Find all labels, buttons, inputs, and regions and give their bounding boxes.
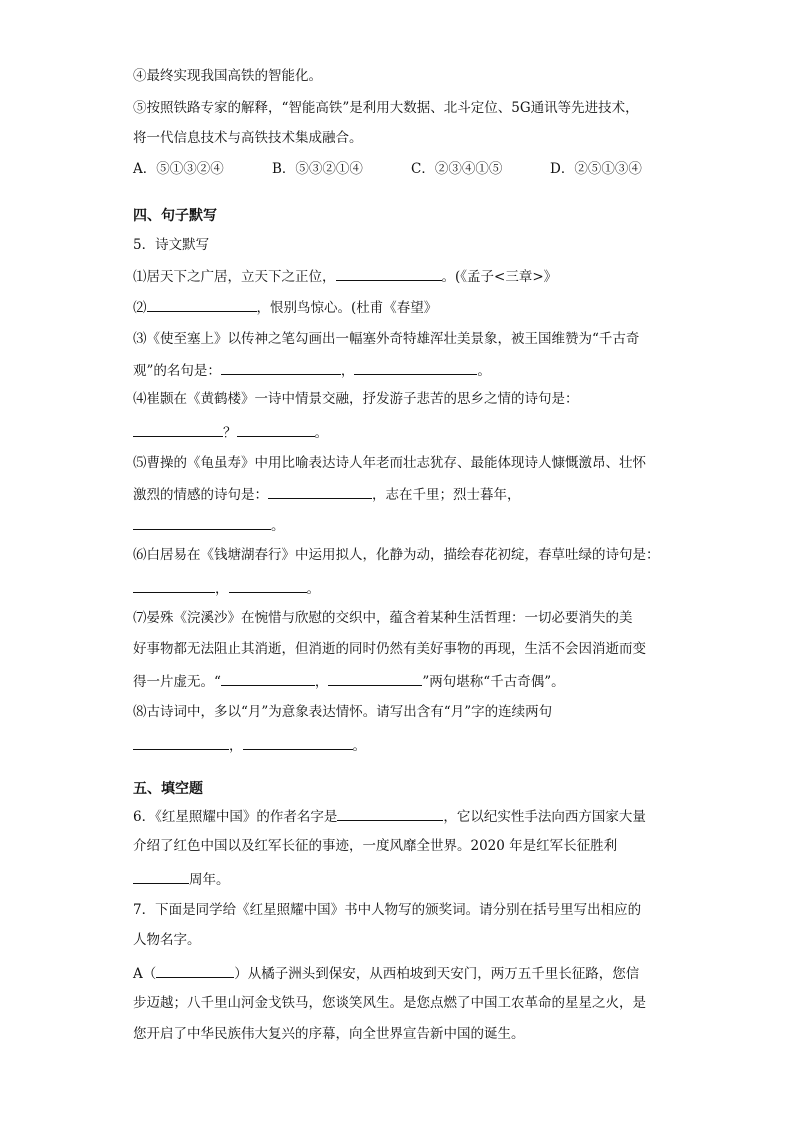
answer-blank[interactable] xyxy=(221,671,315,686)
answer-blank[interactable] xyxy=(133,578,215,593)
q5-5-text-c: 。 xyxy=(271,518,285,534)
q7a-text-b: ）从橘子洲头到保安，从西柏坡到天安门，两万五千里长征路，您信 xyxy=(234,966,640,982)
q6-text-a: 6．《红星照耀中国》的作者名字是 xyxy=(133,809,338,825)
q5-item-8-line-1: ⑻古诗词中，多以“月”为意象表达情怀。请写出含有“月”字的连续两句 xyxy=(133,704,553,720)
q5-5-text-a: 激烈的情感的诗句是： xyxy=(133,487,268,503)
q5-item-1 xyxy=(133,266,557,286)
q6-line-2: 介绍了红色中国以及红军长征的事迹，一度风靡全世界。2020 年是红军长征胜利 xyxy=(133,838,618,854)
q4-item-5-line-2: 将一代信息技术与高铁技术集成融合。 xyxy=(133,130,363,146)
q7a-line-1 xyxy=(133,963,639,983)
q4-options xyxy=(133,160,642,178)
option-b[interactable]: B．⑤③②①④ xyxy=(272,161,363,177)
option-a[interactable]: A．⑤①③②④ xyxy=(133,161,224,177)
q5-item-7-line-2: 好事物都无法阻止其消逝，但消逝的同时仍然有美好事物的再现，生活不会因消逝而变 xyxy=(133,641,646,657)
answer-blank[interactable] xyxy=(237,422,315,437)
q5-3-text-c: 。 xyxy=(477,363,491,379)
q6-text-b: ，它以纪实性手法向西方国家大量 xyxy=(443,809,646,825)
q6-line-1 xyxy=(133,806,646,826)
q5-3-text-a: 观”的名句是： xyxy=(133,363,221,379)
q5-6-text-a: ， xyxy=(215,581,229,597)
answer-blank[interactable] xyxy=(221,360,341,375)
section-4-heading: 四、句子默写 xyxy=(133,208,217,224)
q7a-text-a: A（ xyxy=(133,966,157,982)
q5-item-6-line-2 xyxy=(133,578,320,598)
q5-3-text-b: ， xyxy=(340,363,355,379)
q5-item-4-line-1: ⑷崔颢在《黄鹤楼》一诗中情景交融，抒发游子悲苦的思乡之情的诗句是： xyxy=(133,391,579,407)
section-5-heading: 五、填空题 xyxy=(133,781,203,797)
answer-blank[interactable] xyxy=(229,578,307,593)
q5-1-text-b: 。(《孟子<三章>》 xyxy=(441,269,558,285)
answer-blank[interactable] xyxy=(337,806,443,821)
answer-blank[interactable] xyxy=(133,735,229,750)
q5-item-5-line-3 xyxy=(133,515,285,535)
q5-4-text-b: 。 xyxy=(314,425,328,441)
q5-item-6-line-1: ⑹白居易在《钱塘湖春行》中运用拟人，化静为动，描绘春花初绽，春草吐绿的诗句是： xyxy=(133,547,660,563)
q5-8-text-b: 。 xyxy=(352,738,366,754)
answer-blank[interactable] xyxy=(133,515,271,530)
q4-item-4: ④最终实现我国高铁的智能化。 xyxy=(133,68,322,84)
q5-5-text-b: ，志在千里；烈士暮年， xyxy=(372,487,521,503)
option-c[interactable]: C．②③④①⑤ xyxy=(411,161,503,177)
q7-line-2: 人物名字。 xyxy=(133,932,201,948)
q5-7-text-a: 得一片虚无。“ xyxy=(133,674,221,690)
q4-item-5-line-1: ⑤按照铁路专家的解释，“智能高铁”是利用大数据、北斗定位、5G通讯等先进技术， xyxy=(133,100,639,116)
q7a-line-3: 您开启了中华民族伟大复兴的序幕，向全世界宣告新中国的诞生。 xyxy=(133,1026,525,1042)
answer-blank[interactable] xyxy=(133,422,223,437)
q5-item-8-line-2 xyxy=(133,735,366,755)
q5-7-text-c: ”两句堪称“千古奇偶”。 xyxy=(422,674,565,690)
q5-4-text-a: ？ xyxy=(223,425,237,441)
q5-item-2 xyxy=(133,297,437,317)
q5-2-text-b: ，恨别鸟惊心。(杜甫《春望》 xyxy=(256,300,438,316)
q5-item-4-line-2 xyxy=(133,422,328,442)
answer-blank[interactable] xyxy=(156,963,234,978)
q7-line-1: 7．下面是同学给《红星照耀中国》书中人物写的颁奖词。请分别在括号里写出相应的 xyxy=(133,902,642,918)
q5-item-5-line-1: ⑸曹操的《龟虽寿》中用比喻表达诗人年老而壮志犹存、最能体现诗人慷慨激昂、壮怀 xyxy=(133,455,646,471)
q5-item-3-line-1: ⑶《使至塞上》以传神之笔勾画出一幅塞外奇特雄浑壮美景象，被王国维赞为“千古奇 xyxy=(133,331,640,347)
answer-blank[interactable] xyxy=(133,869,189,884)
answer-blank[interactable] xyxy=(328,671,422,686)
answer-blank[interactable] xyxy=(354,360,477,375)
q5-item-7-line-1: ⑺晏殊《浣溪沙》在惋惜与欣慰的交织中，蕴含着某种生活哲理：一切必要消失的美 xyxy=(133,610,633,626)
q5-6-text-b: 。 xyxy=(306,581,320,597)
q7a-line-2: 步迈越；八千里山河金戈铁马，您谈笑风生。是您点燃了中国工农革命的星星之火，是 xyxy=(133,995,646,1011)
answer-blank[interactable] xyxy=(268,484,372,499)
answer-blank[interactable] xyxy=(147,297,257,312)
q5-1-text-a: ⑴居天下之广居，立天下之正位， xyxy=(133,269,336,285)
answer-blank[interactable] xyxy=(336,266,442,281)
answer-blank[interactable] xyxy=(243,735,353,750)
q5-item-3-line-2 xyxy=(133,360,491,380)
q5-7-text-b: ， xyxy=(314,674,329,690)
option-d[interactable]: D．②⑤①③④ xyxy=(550,161,642,177)
q6-text-c: 周年。 xyxy=(189,872,230,888)
q5-8-text-a: ， xyxy=(229,738,243,754)
q5-2-text-a: ⑵ xyxy=(133,300,147,316)
q5-item-5-line-2 xyxy=(133,484,521,504)
q5-title: 5．诗文默写 xyxy=(133,237,210,253)
q5-item-7-line-3 xyxy=(133,671,565,691)
q6-line-3 xyxy=(133,869,230,889)
